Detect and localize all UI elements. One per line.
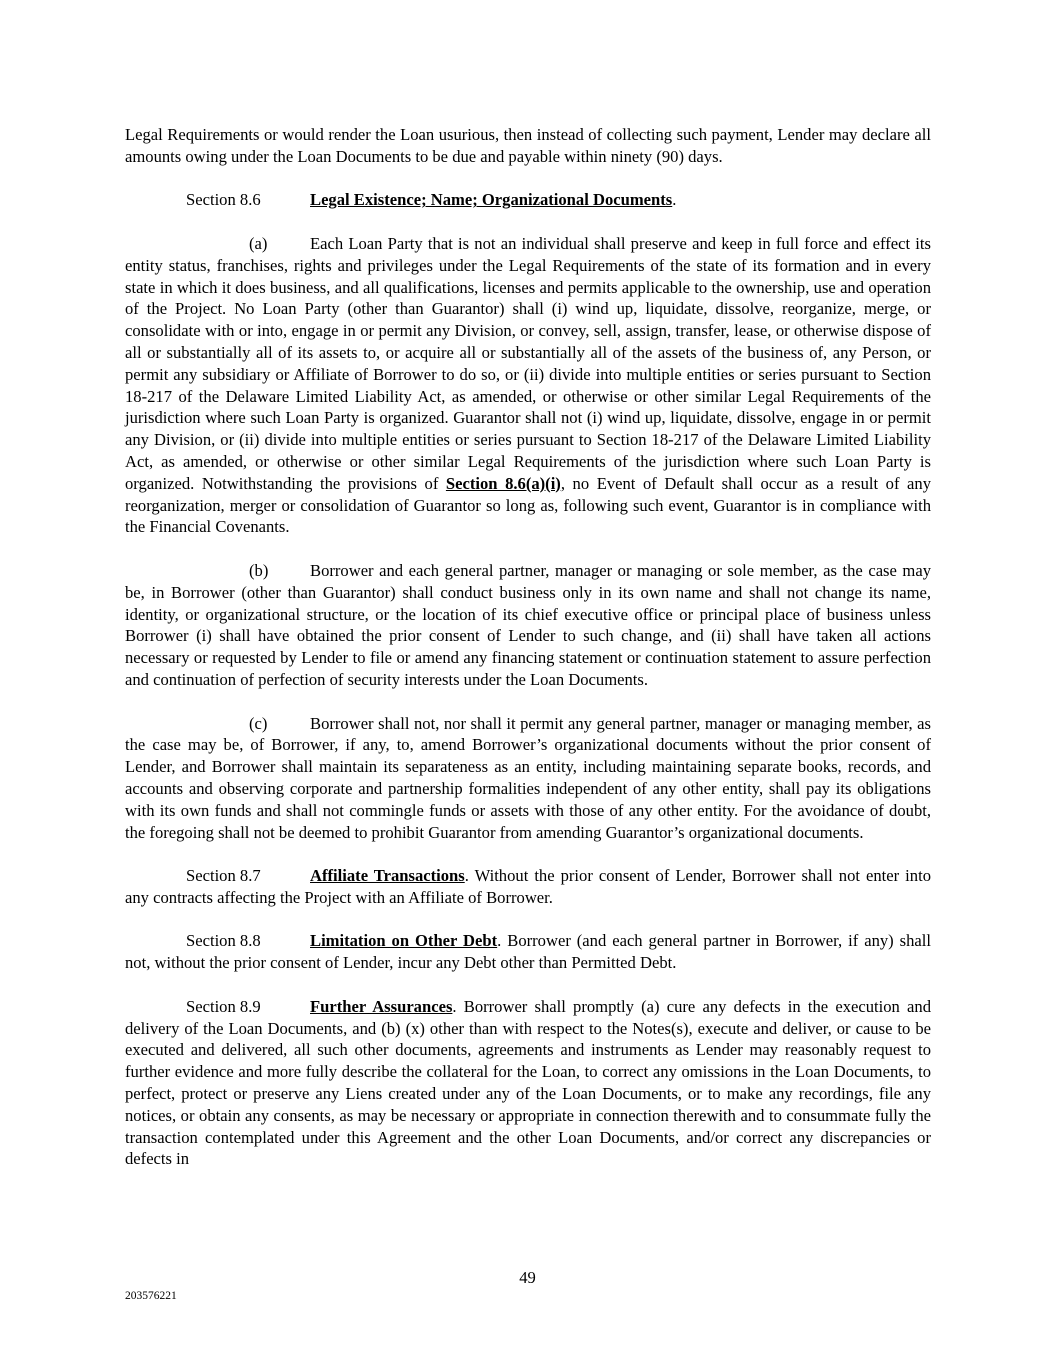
section-8-6-a-i-reference: Section 8.6(a)(i): [445, 473, 561, 493]
para-c-text: Borrower shall not, nor shall it permit any general partner, manager or managing member, as the case may be, of Borrower, if any, to, amend Borrower’s organizational documents without the prior consent of Lender, and Borrower shall maintain its separateness as an entity, including maintaining separate books, records, and accounts and observing corporate and partnership formalities independent of any other entity, shall pay its obligations with its own funds and shall not commingle funds or assets with those of any other entity. For the avoidance of doubt, the foregoing shall not be deemed to prohibit Guarantor from amending Guarantor’s organizational documents.: [125, 713, 931, 842]
section-8-9-text: . Borrower shall promptly (a) cure any defects in the execution and delivery of the Loan Documents, and (b) (x) other than with respect to the Notes(s), execute and deliver, or cause to be executed and delivered, all such other documents, agreements and instruments as Lender may reasonably request to further evidence and more fully describe the collateral for the Loan, to correct any omissions in the Loan Documents, to perfect, protect or preserve any Liens created under any of the Loan Documents, or to make any recordings, file any notices, or obtain any consents, as may be necessary or appropriate in connection therewith and to consummate fully the transaction contemplated under this Agreement and the other Loan Documents, and/or correct any discrepancies or defects in: [125, 996, 931, 1169]
section-8-8-label: Section 8.8: [186, 931, 261, 951]
para-c-label: (c): [249, 713, 268, 733]
para-a-label: (a): [249, 233, 268, 253]
section-8-8-text: . Borrower (and each general partner in Borrower, if any) shall not, without the prior consent of Lender, incur any Debt other than Permitted Debt.: [125, 931, 931, 973]
section-8-6-title-suffix: .: [672, 190, 677, 210]
section-8-6-label: Section 8.6: [186, 190, 261, 210]
section-8-6-heading: [125, 189, 931, 211]
document-body: [125, 124, 931, 1192]
page-number: 49: [519, 1268, 536, 1287]
para-b-text: Borrower and each general partner, manager or managing or sole member, as the case may be, in Borrower (other than Guarantor) shall conduct business only in its own name and shall not change its name, identity, or organizational structure, or the location of its chief executive office or principal place of business unless Borrower (i) shall have obtained the prior consent of Lender to such change, and (ii) shall have taken all actions necessary or requested by Lender to file or amend any financing statement or continuation statement to assure perfection and continuation of perfection of security interests under the Loan Documents.: [125, 560, 931, 689]
para-a-text-after-ref: , no Event of Default shall occur as a result of any reorganization, merger or consolidation of Guarantor so long as, following such event, Guarantor is in compliance with the Financial Covenants.: [125, 473, 931, 537]
section-8-8: [125, 930, 931, 974]
section-8-6-para-a: [125, 233, 931, 538]
section-8-7: [125, 865, 931, 909]
para-a-text-before-ref: Each Loan Party that is not an individual shall preserve and keep in full force and effect its entity status, franchises, rights and privileges under the Legal Requirements of the state of its formation and in every state in which it does business, and all qualifications, licenses and permits applicable to the ownership, use and operation of the Project. No Loan Party (other than Guarantor) shall (i) wind up, liquidate, dissolve, reorganize, merge, or consolidate with or into, engage in or permit any Division, or convey, sell, assign, transfer, lease, or otherwise dispose of all or substantially all of its assets to, or acquire all or substantially all of the assets of the business of, any Person, or permit any subsidiary or Affiliate of Borrower to do so, or (ii) divide into multiple entities or series pursuant to Section 18-217 of the Delaware Limited Liability Act, as amended, or otherwise or other similar Legal Requirements of the jurisdiction where such Loan Party is organized. Guarantor shall not (i) wind up, liquidate, dissolve, engage in or permit any Division, or (ii) divide into multiple entities or series pursuant to Section 18-217 of the Delaware Limited Liability Act, as amended, or otherwise or other similar Legal Requirements of the jurisdiction where such Loan Party is organized. Notwithstanding the provisions of: [125, 233, 931, 493]
section-8-6-title: Legal Existence; Name; Organizational Documents: [310, 190, 673, 210]
section-8-7-label: Section 8.7: [186, 866, 261, 886]
section-8-6-para-c: [125, 713, 931, 844]
document-id: 203576221: [125, 1290, 177, 1302]
section-8-6-para-b: [125, 560, 931, 691]
section-8-7-title: Affiliate Transactions: [310, 866, 465, 886]
para-b-label: (b): [249, 560, 269, 580]
section-8-8-title: Limitation on Other Debt: [310, 931, 498, 951]
intro-paragraph: Legal Requirements or would render the Loan usurious, then instead of collecting such payment, Lender may declare all amounts owing under the Loan Documents to be due and payable within ninety (90) days.: [125, 125, 931, 166]
section-8-7-text: . Without the prior consent of Lender, Borrower shall not enter into any contracts affecting the Project with an Affiliate of Borrower.: [125, 866, 931, 907]
section-8-9-title: Further Assurances: [310, 996, 453, 1016]
section-8-9: [125, 996, 931, 1170]
section-8-9-label: Section 8.9: [186, 996, 261, 1016]
